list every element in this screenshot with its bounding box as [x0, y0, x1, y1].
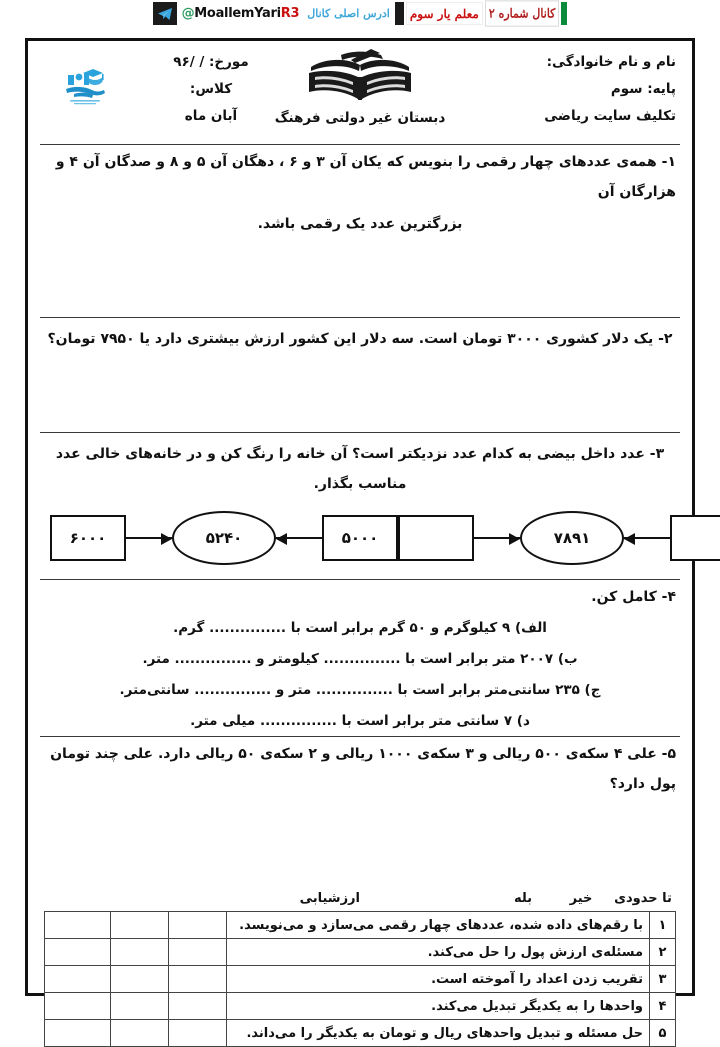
arrow-right-icon: [474, 531, 520, 545]
table-row: [45, 912, 676, 939]
row-criteria: واحدها را به یکدیگر تبدیل می‌کند.: [227, 993, 650, 1020]
cell-yes[interactable]: [169, 1020, 227, 1047]
evaluation-col-no: خیر: [569, 891, 593, 906]
question-5: ۵- علی ۴ سکه‌ی ۵۰۰ ریالی و ۳ سکه‌ی ۱۰۰۰ ریالی و ۲ سکه‌ی ۵۰ ریالی دارد. علی چند تومان پول دارد؟: [50, 746, 676, 792]
worksheet-page: [25, 38, 695, 1041]
cell-no[interactable]: [111, 966, 169, 993]
cell-yes[interactable]: [169, 939, 227, 966]
arrow-right-icon: [126, 531, 172, 545]
green-edge-marker: [561, 2, 567, 25]
cell-partly[interactable]: [45, 939, 111, 966]
question-1-line-2: بزرگترین عدد یک رقمی باشد.: [257, 216, 463, 232]
question-3: ۳- عدد داخل بیضی به کدام عدد نزدیکتر است؟ آن خانه را رنگ کن و در خانه‌های خالی عدد مناسب بگذار.: [55, 446, 665, 492]
evaluation-table: [44, 911, 676, 1047]
arrow-left-icon: [276, 531, 322, 545]
student-name-label: نام و نام خانوادگی:: [546, 54, 676, 70]
answer-space-5[interactable]: [42, 799, 678, 877]
evaluation-col-partly: تا حدودی: [614, 891, 672, 906]
table-row: [45, 966, 676, 993]
cell-yes[interactable]: [169, 993, 227, 1020]
question-4-title: ۴- کامل کن.: [591, 589, 676, 605]
row-number: ۱: [650, 912, 676, 939]
cell-yes[interactable]: [169, 912, 227, 939]
diagram-7891-ellipse: ۷۸۹۱: [520, 511, 624, 565]
date-label: مورخ: / /۹۶: [173, 54, 249, 70]
answer-space-2[interactable]: [42, 354, 678, 432]
diagram-7891-box-left[interactable]: [670, 515, 720, 561]
dark-separator: [395, 2, 404, 25]
row-number: ۵: [650, 1020, 676, 1047]
question-1-line-1: ۱- همه‌ی عددهای چهار رقمی را بنویس که یکان آن ۳ و ۶ ، دهگان آن ۵ و ۸ و صدگان آن ۴ و هزارگان آن: [55, 154, 676, 200]
worksheet-header: [42, 41, 678, 144]
cell-partly[interactable]: [45, 1020, 111, 1047]
diagram-5240-box-left[interactable]: ۵۰۰۰: [322, 515, 398, 561]
table-row: [45, 1020, 676, 1047]
row-number: ۴: [650, 993, 676, 1020]
row-criteria: با رقم‌های داده شده، عددهای چهار رقمی می‌سازد و می‌نویسد.: [227, 912, 650, 939]
date-info-block: [116, 49, 306, 130]
row-criteria: مسئله‌ی ارزش پول را حل می‌کند.: [227, 939, 650, 966]
cell-no[interactable]: [111, 1020, 169, 1047]
mohasebat-site-logo: [60, 63, 112, 107]
evaluation-title: ارزشیابی: [299, 891, 360, 906]
cell-partly[interactable]: [45, 966, 111, 993]
cell-no[interactable]: [111, 993, 169, 1020]
row-criteria: تقریب زدن اعداد را آموخته است.: [227, 966, 650, 993]
assignment-label: تکلیف سایت ریاضی: [544, 108, 676, 124]
row-number: ۳: [650, 966, 676, 993]
channel-handle-suffix: R3: [280, 6, 300, 21]
row-criteria: حل مسئله و تبدیل واحدهای ریال و تومان به یکدیگر را می‌داند.: [227, 1020, 650, 1047]
cell-partly[interactable]: [45, 912, 111, 939]
cell-yes[interactable]: [169, 966, 227, 993]
month-label: آبان ماه: [184, 108, 238, 124]
arrow-left-icon: [624, 531, 670, 545]
at-symbol: @: [181, 6, 195, 21]
diagram-5240-box-right[interactable]: ۶۰۰۰: [50, 515, 126, 561]
table-row: [45, 993, 676, 1020]
promo-banner: [0, 0, 720, 27]
grade-label: پایه: سوم: [610, 81, 676, 97]
question-4-part-d[interactable]: د) ۷ سانتی متر برابر است با ............... میلی متر.: [190, 713, 530, 729]
cell-no[interactable]: [111, 939, 169, 966]
diagram-5240: [50, 511, 398, 565]
question-4-part-a[interactable]: الف) ۹ کیلوگرم و ۵۰ گرم برابر است با ............... گرم.: [173, 620, 547, 636]
answer-space-1[interactable]: [42, 239, 678, 317]
school-name: دبستان غیر دولتی فرهنگ: [274, 110, 446, 126]
evaluation-header-row: [44, 891, 676, 911]
diagram-7891: [398, 511, 720, 565]
diagram-5240-ellipse: ۵۲۴۰: [172, 511, 276, 565]
row-number: ۲: [650, 939, 676, 966]
channel-subtitle-cyan: ادرس اصلی کانال: [304, 2, 393, 25]
question-2: ۲- یک دلار کشوری ۳۰۰۰ تومان است. سه دلار این کشور ارزش بیشتری دارد یا ۷۹۵۰ تومان؟: [47, 331, 673, 347]
cell-partly[interactable]: [45, 993, 111, 1020]
diagram-7891-box-right[interactable]: [398, 515, 474, 561]
rounding-diagrams: [42, 499, 678, 579]
publisher-red-box: کانال شماره ۲: [485, 0, 560, 26]
question-4-part-b[interactable]: ب) ۲۰۰۷ متر برابر است با ............... کیلومتر و ............... متر.: [142, 651, 578, 667]
channel-handle[interactable]: [179, 2, 303, 25]
class-label: کلاس:: [189, 81, 233, 97]
channel-title-red: معلم یار سوم: [406, 2, 483, 25]
table-row: [45, 939, 676, 966]
evaluation-section: [42, 877, 678, 1047]
book-logo-icon: [285, 47, 435, 109]
question-4-part-c[interactable]: ج) ۲۳۵ سانتی‌متر برابر است با ............... متر و ............... سانتی‌متر.: [119, 682, 601, 698]
evaluation-col-yes: بله: [513, 891, 533, 906]
telegram-icon: [153, 2, 177, 25]
channel-handle-text: MoallemYari: [194, 6, 281, 21]
cell-no[interactable]: [111, 912, 169, 939]
